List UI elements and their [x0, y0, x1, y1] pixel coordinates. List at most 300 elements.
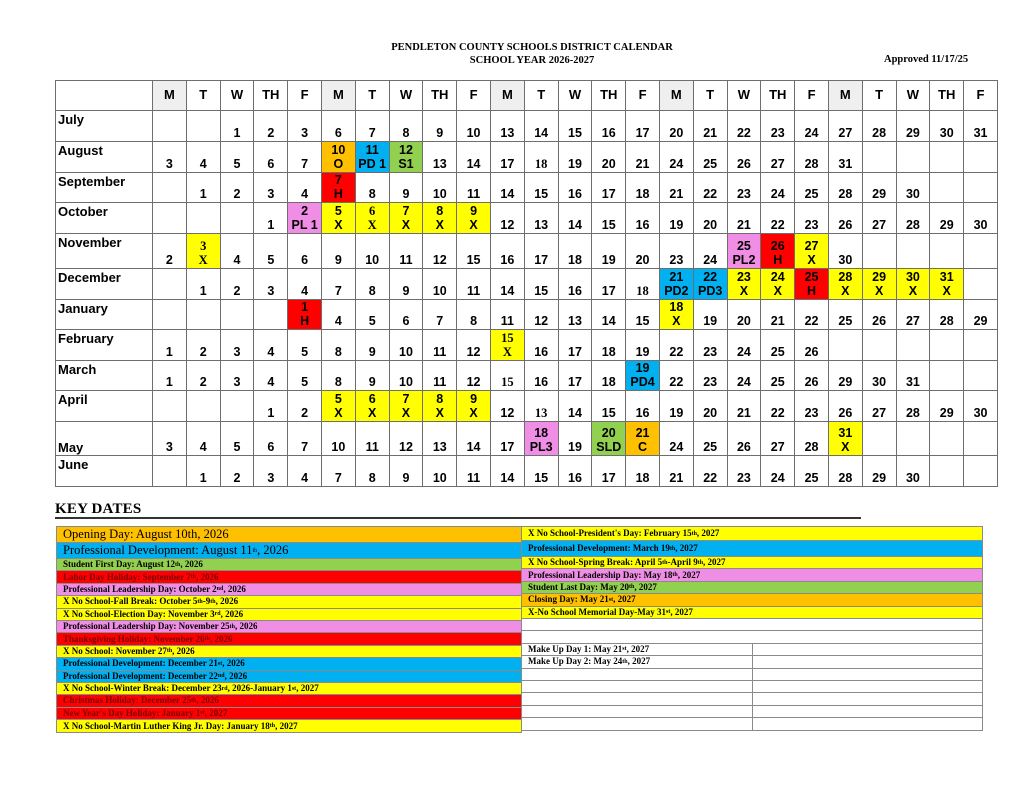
day-number: 28 — [872, 126, 887, 140]
day-number: 26 — [804, 345, 819, 359]
day-number: 9 — [402, 471, 410, 485]
day-cell — [558, 422, 592, 456]
day-number: 14 — [568, 406, 582, 420]
day-cell — [659, 422, 693, 456]
day-number: 24 — [736, 375, 751, 389]
day-cell — [896, 391, 930, 422]
day-number: 16 — [635, 406, 650, 420]
day-number: 23 — [669, 253, 684, 267]
day-cell — [457, 422, 491, 456]
day-cell — [862, 361, 896, 391]
day-number: 18 — [534, 157, 548, 171]
weekday-header: F — [626, 81, 660, 111]
day-number: 7 — [301, 440, 309, 454]
day-cell — [659, 269, 693, 300]
day-cell — [626, 422, 660, 456]
day-number: 16 — [568, 187, 582, 201]
day-cell — [457, 456, 491, 487]
weekday-header: M — [490, 81, 524, 111]
month-row-september — [56, 173, 998, 203]
day-cell — [389, 361, 423, 391]
day-number: 3 — [200, 239, 207, 253]
day-cell — [659, 361, 693, 391]
day-code-holiday: H — [333, 187, 343, 201]
day-number: 9 — [402, 187, 410, 201]
empty-cell — [964, 234, 998, 269]
day-cell — [355, 422, 389, 456]
day-number: 17 — [601, 187, 616, 201]
day-number: 9 — [402, 284, 410, 298]
day-number: 19 — [601, 253, 616, 267]
day-cell — [592, 300, 626, 330]
title-line-2: SCHOOL YEAR 2026-2027 — [469, 55, 595, 66]
day-cell — [659, 173, 693, 203]
day-cell — [254, 203, 288, 234]
day-cell — [355, 234, 389, 269]
day-code-no-school: X — [401, 218, 411, 232]
day-number: 14 — [568, 218, 582, 232]
day-number: 5 — [334, 392, 342, 406]
day-cell — [727, 234, 761, 269]
month-label: July — [56, 111, 153, 142]
empty-half — [522, 669, 752, 680]
day-number: 8 — [334, 375, 342, 389]
key-date-item: X No School-Election Day: November 3 rd , 2026 — [57, 609, 521, 621]
day-cell — [761, 300, 795, 330]
day-code-no-school: X — [672, 314, 681, 328]
day-cell — [186, 361, 220, 391]
day-cell — [423, 361, 457, 391]
weekday-header: TH — [254, 81, 288, 111]
day-number: 5 — [267, 253, 275, 267]
day-cell — [592, 391, 626, 422]
day-cell — [490, 234, 524, 269]
day-number: 3 — [165, 157, 173, 171]
weekday-header: W — [558, 81, 592, 111]
day-cell — [626, 391, 660, 422]
day-cell — [490, 300, 524, 330]
day-cell — [389, 142, 423, 173]
day-code-no-school: X — [739, 284, 749, 298]
weekday-header: W — [896, 81, 930, 111]
month-label: October — [56, 203, 153, 234]
day-cell — [727, 111, 761, 142]
day-cell — [626, 111, 660, 142]
day-code-holiday: H — [807, 284, 817, 298]
day-code-professional-development: PD4 — [630, 375, 655, 389]
day-cell — [558, 330, 592, 361]
month-row-july — [56, 111, 998, 142]
day-number: 11 — [466, 187, 481, 201]
key-date-item: Student First Day: August 12 th , 2026 — [57, 559, 521, 571]
day-number: 19 — [568, 157, 582, 171]
day-cell — [423, 422, 457, 456]
day-number: 9 — [470, 204, 478, 218]
day-number: 30 — [905, 270, 920, 284]
empty-cell — [930, 422, 964, 456]
day-number: 16 — [601, 126, 616, 140]
day-cell — [659, 391, 693, 422]
day-cell — [964, 391, 998, 422]
day-cell — [727, 361, 761, 391]
day-cell — [288, 269, 322, 300]
weekday-header: TH — [761, 81, 795, 111]
day-number: 29 — [973, 314, 988, 328]
day-number: 21 — [770, 314, 785, 328]
day-code-no-school: X — [841, 440, 850, 454]
day-cell — [795, 330, 829, 361]
day-code-no-school: X — [334, 218, 343, 232]
day-cell — [153, 361, 187, 391]
key-date-item: X No School-Fall Break: October 5 th -9 th , 2026 — [57, 596, 521, 608]
day-number: 10 — [331, 440, 346, 454]
day-cell — [490, 173, 524, 203]
day-number: 3 — [165, 440, 173, 454]
day-number: 16 — [568, 284, 582, 298]
day-number: 16 — [500, 253, 515, 267]
day-cell — [592, 361, 626, 391]
day-cell — [727, 300, 761, 330]
key-date-empty-row — [522, 669, 982, 681]
day-number: 22 — [669, 375, 684, 389]
day-cell — [389, 269, 423, 300]
day-number: 24 — [703, 253, 718, 267]
month-row-january — [56, 300, 998, 330]
day-cell — [761, 203, 795, 234]
day-number: 1 — [301, 300, 309, 314]
day-cell — [389, 173, 423, 203]
day-number: 25 — [804, 270, 819, 284]
day-cell — [186, 173, 220, 203]
day-number: 25 — [703, 440, 718, 454]
day-cell — [693, 456, 727, 487]
day-number: 7 — [334, 471, 342, 485]
day-number: 18 — [601, 345, 616, 359]
empty-cell — [153, 456, 187, 487]
day-number: 15 — [501, 331, 514, 345]
day-number: 18 — [601, 375, 616, 389]
empty-cell — [964, 142, 998, 173]
day-code-professional-development: PD2 — [664, 284, 689, 298]
day-number: 4 — [233, 253, 241, 267]
key-date-item: Christmas Holiday: December 25 th , 2026 — [57, 695, 521, 707]
day-cell — [321, 391, 355, 422]
day-number: 14 — [534, 126, 549, 140]
day-cell — [862, 203, 896, 234]
day-number: 14 — [500, 284, 515, 298]
empty-cell — [862, 234, 896, 269]
day-cell — [558, 361, 592, 391]
weekday-header: T — [693, 81, 727, 111]
day-number: 2 — [233, 471, 241, 485]
day-code-closing: C — [638, 440, 648, 454]
day-number: 21 — [703, 126, 718, 140]
day-cell — [828, 203, 862, 234]
day-number: 28 — [804, 440, 819, 454]
day-cell — [423, 330, 457, 361]
day-cell — [524, 330, 558, 361]
day-cell — [355, 391, 389, 422]
month-label: September — [56, 173, 153, 203]
month-row-december — [56, 269, 998, 300]
day-number: 13 — [534, 218, 549, 232]
day-cell — [490, 330, 524, 361]
day-cell — [727, 422, 761, 456]
day-cell — [457, 269, 491, 300]
day-number: 15 — [534, 187, 549, 201]
day-number: 18 — [635, 187, 650, 201]
weekday-header: T — [355, 81, 389, 111]
day-number: 17 — [601, 471, 616, 485]
day-cell — [321, 142, 355, 173]
day-cell — [321, 173, 355, 203]
key-date-item: Closing Day: May 21 st , 2027 — [522, 594, 982, 606]
day-cell — [288, 173, 322, 203]
key-date-item: X No School-Spring Break: April 5 th -April 9 th , 2027 — [522, 557, 982, 569]
day-cell — [321, 422, 355, 456]
day-cell — [626, 234, 660, 269]
day-number: 23 — [703, 345, 718, 359]
day-number: 4 — [199, 157, 207, 171]
empty-cell — [930, 456, 964, 487]
day-cell — [254, 269, 288, 300]
empty-half — [522, 706, 752, 717]
day-number: 4 — [301, 284, 309, 298]
day-number: 10 — [432, 471, 447, 485]
day-cell — [828, 422, 862, 456]
day-number: 20 — [669, 126, 684, 140]
day-number: 13 — [568, 314, 582, 328]
day-number: 3 — [267, 471, 275, 485]
day-cell — [693, 111, 727, 142]
day-number: 31 — [838, 426, 853, 440]
empty-cell — [220, 203, 254, 234]
key-date-item: X No School: November 27 th , 2026 — [57, 646, 521, 658]
day-cell — [457, 391, 491, 422]
day-number: 1 — [199, 284, 207, 298]
day-number: 5 — [334, 204, 342, 218]
day-cell — [423, 456, 457, 487]
day-cell — [727, 330, 761, 361]
day-number: 31 — [838, 157, 853, 171]
day-number: 28 — [838, 471, 853, 485]
day-number: 16 — [534, 345, 549, 359]
day-number: 20 — [703, 218, 718, 232]
weekday-header: M — [153, 81, 187, 111]
day-code-opening: O — [333, 157, 344, 171]
day-cell — [288, 234, 322, 269]
day-number: 30 — [872, 375, 887, 389]
day-cell — [254, 330, 288, 361]
day-cell — [524, 391, 558, 422]
day-number: 19 — [703, 314, 718, 328]
day-number: 24 — [804, 126, 819, 140]
day-cell — [321, 111, 355, 142]
day-number: 28 — [838, 270, 853, 284]
day-cell — [558, 269, 592, 300]
key-date-empty-row — [522, 706, 982, 718]
day-number: 19 — [669, 218, 684, 232]
day-cell — [626, 300, 660, 330]
day-cell — [761, 269, 795, 300]
day-number: 6 — [267, 440, 275, 454]
day-cell — [930, 269, 964, 300]
day-cell — [186, 422, 220, 456]
day-number: 27 — [804, 239, 819, 253]
day-number: 7 — [334, 173, 342, 187]
key-date-empty-row — [522, 693, 982, 705]
day-number: 12 — [466, 345, 481, 359]
day-number: 6 — [301, 253, 309, 267]
month-label: April — [56, 391, 153, 422]
day-cell — [862, 300, 896, 330]
day-number: 18 — [669, 300, 684, 314]
day-number: 29 — [939, 406, 954, 420]
day-cell — [186, 269, 220, 300]
day-cell — [896, 300, 930, 330]
header-corner — [56, 81, 153, 111]
key-date-empty-row — [522, 619, 982, 631]
day-number: 19 — [568, 440, 582, 454]
day-cell — [490, 456, 524, 487]
day-number: 13 — [432, 157, 447, 171]
day-number: 7 — [334, 284, 342, 298]
day-cell — [524, 456, 558, 487]
weekday-header: M — [828, 81, 862, 111]
day-code-no-school: X — [908, 284, 918, 298]
day-cell — [795, 269, 829, 300]
day-number: 15 — [534, 284, 549, 298]
empty-half — [752, 644, 982, 655]
day-number: 15 — [466, 253, 481, 267]
day-number: 10 — [399, 345, 413, 359]
empty-half — [752, 681, 982, 692]
day-cell — [828, 269, 862, 300]
day-cell — [795, 361, 829, 391]
calendar-grid — [55, 80, 998, 487]
day-number: 27 — [905, 314, 920, 328]
day-number: 10 — [399, 375, 413, 389]
day-cell — [355, 456, 389, 487]
day-number: 17 — [635, 126, 650, 140]
weekday-header: M — [321, 81, 355, 111]
key-date-empty-row — [522, 681, 982, 693]
day-number: 30 — [939, 126, 954, 140]
day-cell — [693, 234, 727, 269]
empty-cell — [153, 111, 187, 142]
day-code-professional-leadership: PL3 — [529, 440, 553, 454]
day-cell — [558, 391, 592, 422]
day-cell — [693, 300, 727, 330]
day-number: 9 — [368, 345, 376, 359]
day-number: 17 — [534, 253, 549, 267]
day-cell — [490, 111, 524, 142]
day-number: 11 — [399, 253, 413, 267]
key-date-item: Professional Development: March 19 th , 2027 — [522, 541, 982, 557]
day-number: 9 — [334, 253, 342, 267]
day-cell — [355, 203, 389, 234]
day-cell — [795, 173, 829, 203]
key-date-item: X No School-President's Day: February 15 th , 2027 — [522, 527, 982, 541]
day-cell — [457, 203, 491, 234]
day-number: 30 — [973, 406, 988, 420]
day-number: 26 — [804, 375, 819, 389]
day-number: 25 — [703, 157, 718, 171]
day-number: 16 — [568, 471, 582, 485]
day-number: 5 — [233, 157, 241, 171]
month-label: December — [56, 269, 153, 300]
day-cell — [930, 111, 964, 142]
day-number: 26 — [736, 157, 751, 171]
day-number: 4 — [267, 375, 275, 389]
empty-cell — [220, 391, 254, 422]
day-cell — [693, 330, 727, 361]
day-number: 23 — [770, 126, 785, 140]
day-cell — [355, 361, 389, 391]
day-cell — [355, 330, 389, 361]
day-cell — [220, 456, 254, 487]
day-number: 26 — [838, 406, 853, 420]
day-cell — [795, 234, 829, 269]
day-cell — [389, 234, 423, 269]
day-cell — [524, 361, 558, 391]
day-cell — [355, 300, 389, 330]
empty-cell — [964, 456, 998, 487]
day-cell — [592, 330, 626, 361]
day-code-no-school: X — [874, 284, 884, 298]
day-number: 17 — [500, 440, 515, 454]
day-number: 23 — [703, 375, 718, 389]
day-number: 4 — [334, 314, 342, 328]
month-row-april — [56, 391, 998, 422]
weekday-header: F — [964, 81, 998, 111]
day-code-professional-development: PD3 — [697, 284, 723, 298]
day-code-no-school: X — [334, 406, 343, 420]
day-number: 8 — [334, 345, 342, 359]
day-number: 15 — [534, 471, 549, 485]
day-number: 8 — [436, 392, 444, 406]
day-cell — [153, 330, 187, 361]
day-number: 22 — [703, 187, 718, 201]
key-date-item: Thanksgiving Holiday: November 26 th , 2026 — [57, 633, 521, 645]
empty-half — [752, 706, 982, 717]
day-number: 19 — [635, 361, 650, 375]
day-number: 8 — [368, 471, 376, 485]
empty-half — [522, 718, 752, 730]
day-number: 13 — [534, 406, 548, 420]
month-label: November — [56, 234, 153, 269]
weekday-header: W — [220, 81, 254, 111]
day-cell — [558, 203, 592, 234]
day-cell — [930, 391, 964, 422]
day-cell — [693, 203, 727, 234]
empty-cell — [186, 111, 220, 142]
day-number: 11 — [365, 440, 379, 454]
key-date-item: X-No School Memorial Day-May 31 st , 2027 — [522, 607, 982, 619]
key-date-item — [522, 644, 982, 656]
day-cell — [389, 300, 423, 330]
day-number: 14 — [500, 187, 515, 201]
day-code-professional-leadership: PL 1 — [291, 218, 318, 232]
day-code-no-school: X — [401, 406, 411, 420]
day-number: 30 — [838, 253, 853, 267]
day-number: 28 — [804, 157, 819, 171]
day-cell — [693, 361, 727, 391]
month-label: May — [56, 422, 153, 456]
empty-cell — [930, 361, 964, 391]
day-number: 15 — [501, 375, 514, 389]
day-cell — [964, 300, 998, 330]
